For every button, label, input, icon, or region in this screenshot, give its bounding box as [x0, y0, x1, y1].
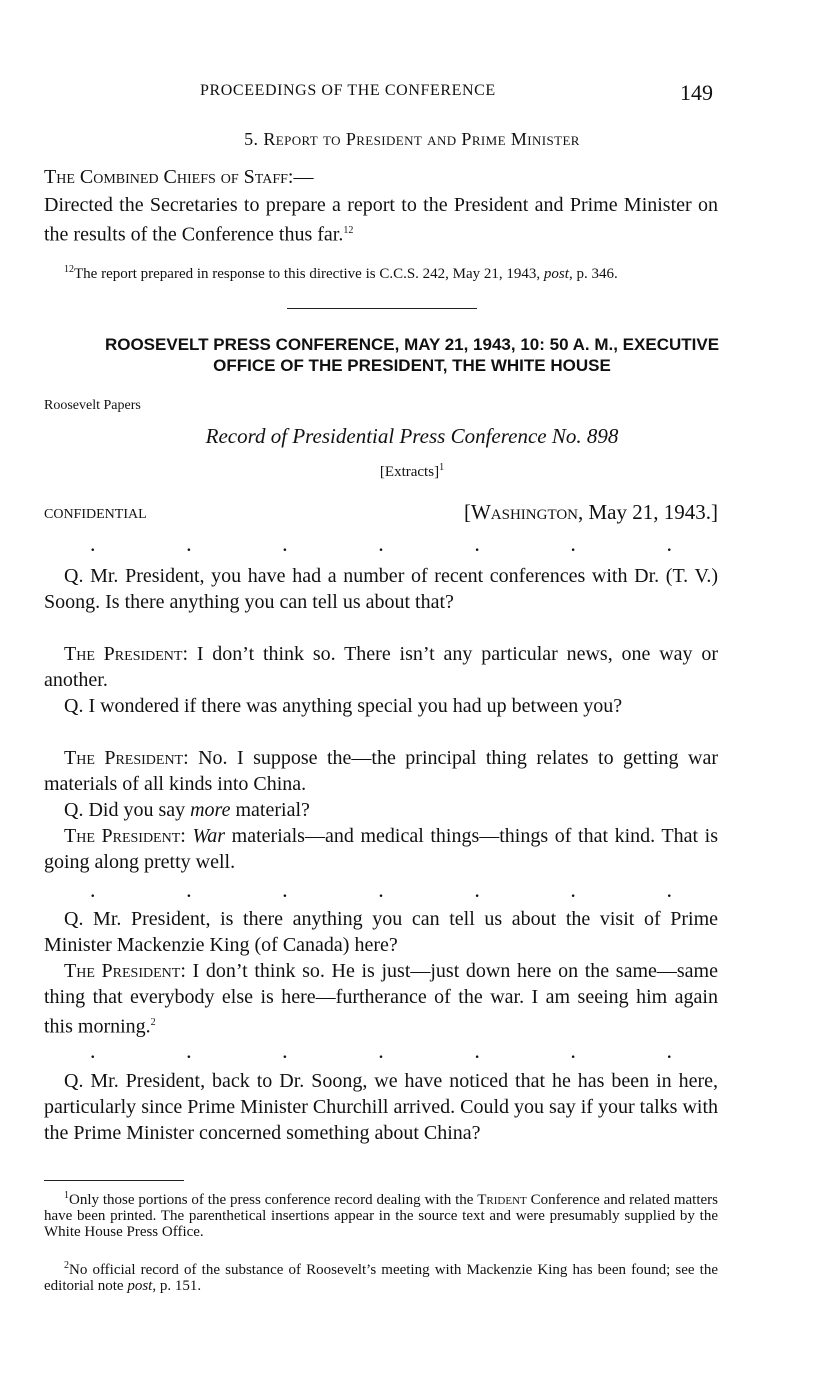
question-3-italic: more [190, 799, 231, 821]
place-date-open: [ [463, 500, 471, 524]
footnote-12-marker: 12 [64, 264, 74, 275]
footnote-ref-12: 12 [343, 225, 354, 236]
answer-4 [44, 958, 718, 1040]
footnote-2-pre: No official record of the substance of Roosevelt’s meeting with Mackenzie King has been found; see the editorial note [44, 1262, 718, 1294]
document-title-line1: ROOSEVELT PRESS CONFERENCE, MAY 21, 1943, 10: 50 A. M., EXECUTIVE [104, 335, 720, 354]
footnote-1 [44, 1188, 718, 1240]
running-head: PROCEEDINGS OF THE CONFERENCE [200, 82, 496, 99]
question-3 [44, 797, 718, 823]
answer-2 [44, 745, 718, 797]
footnote-1-marker: 1 [64, 1190, 69, 1201]
answer-3 [44, 823, 718, 875]
footnote-1-pre: Only those portions of the press conference record dealing with the [69, 1192, 478, 1208]
answer-4-speaker: The President [64, 960, 181, 982]
ellipsis-row: . . . . . . . [90, 531, 672, 556]
footnote-2-post: , p. 151. [152, 1278, 202, 1294]
question-3-pre: Q. Did you say [64, 799, 191, 821]
footnote-ref-1: 1 [439, 462, 445, 473]
answer-3-speaker: The President [64, 825, 181, 847]
source-label: Roosevelt Papers [44, 398, 141, 413]
extracts-text: [Extracts] [379, 464, 440, 480]
footnote-12 [44, 262, 718, 282]
question-4: Q. Mr. President, is there anything you can tell us about the visit of Prime Minister Mackenzie King (of Canada) here? [44, 908, 718, 956]
ellipsis-row: . . . . . . . [90, 877, 672, 902]
record-title: Record of Presidential Press Conference No. 898 [205, 424, 619, 448]
section-speaker: The Combined Chiefs of Staff [44, 166, 288, 188]
section-text [44, 192, 718, 248]
classification-label: CONFIDENTIAL [44, 507, 147, 522]
footnote-2-italic: post [127, 1278, 153, 1294]
footnote-1-sc: Trident [477, 1192, 527, 1208]
answer-1 [44, 641, 718, 693]
answer-1-text: : I don’t think so. There isn’t any particular news, one way or another. [44, 643, 718, 691]
section-heading: 5. Report to President and Prime Minister [244, 129, 580, 149]
footnote-2-marker: 2 [64, 1260, 69, 1271]
answer-4-text: : I don’t think so. He is just—just down here on the same—same thing that everybody else is here—furtherance of the war. I am seeing him again this morning. [44, 960, 718, 1038]
footnote-12-text: The report prepared in response to this directive is C.C.S. 242, May 21, 1943, [74, 266, 541, 282]
answer-3-post: materials—and medical things—things of that kind. That is going along pretty well. [44, 825, 719, 873]
page-number: 149 [680, 80, 713, 105]
footnote-ref-2: 2 [150, 1017, 156, 1028]
place-name: Washington [470, 500, 578, 524]
date-text: , May 21, 1943.] [578, 500, 718, 524]
section-speaker-line [44, 164, 718, 190]
footnote-12-italic: post [543, 266, 569, 282]
section-divider [287, 308, 477, 309]
answer-2-speaker: The President [64, 747, 184, 769]
answer-2-text: : No. I suppose the—the principal thing relates to getting war materials of all kinds into China. [44, 747, 718, 795]
section-speaker-suffix: :— [287, 166, 314, 188]
answer-3-pre: : [180, 825, 193, 847]
footnote-1-post: Conference and related matters have been printed. The parenthetical insertions appear in the source text and were presumably supplied by the White House Press Office. [44, 1192, 718, 1240]
footnote-divider [44, 1180, 184, 1181]
document-title-line2: OFFICE OF THE PRESIDENT, THE WHITE HOUSE [213, 356, 611, 375]
section-text-body: Directed the Secretaries to prepare a report to the President and Prime Minister on the results of the Conference thus far. [44, 194, 718, 246]
place-date [428, 500, 718, 525]
answer-3-italic: War [192, 825, 226, 847]
answer-1-speaker: The President [64, 643, 183, 665]
footnote-12-tail: , p. 346. [568, 266, 618, 282]
footnote-2 [44, 1258, 718, 1294]
question-2: Q. I wondered if there was anything special you had up between you? [64, 695, 623, 717]
question-5: Q. Mr. President, back to Dr. Soong, we have noticed that he has been in here, particularly since Prime Minister Churchill arrived. Could you say if your talks with the Prime Minister concerned something about China? [44, 1070, 718, 1144]
extracts-label [0, 462, 824, 481]
question-3-post: material? [230, 799, 310, 821]
ellipsis-row: . . . . . . . [90, 1038, 672, 1063]
question-1: Q. Mr. President, you have had a number of recent conferences with Dr. (T. V.) Soong. Is there anything you can tell us about that? [44, 565, 718, 613]
